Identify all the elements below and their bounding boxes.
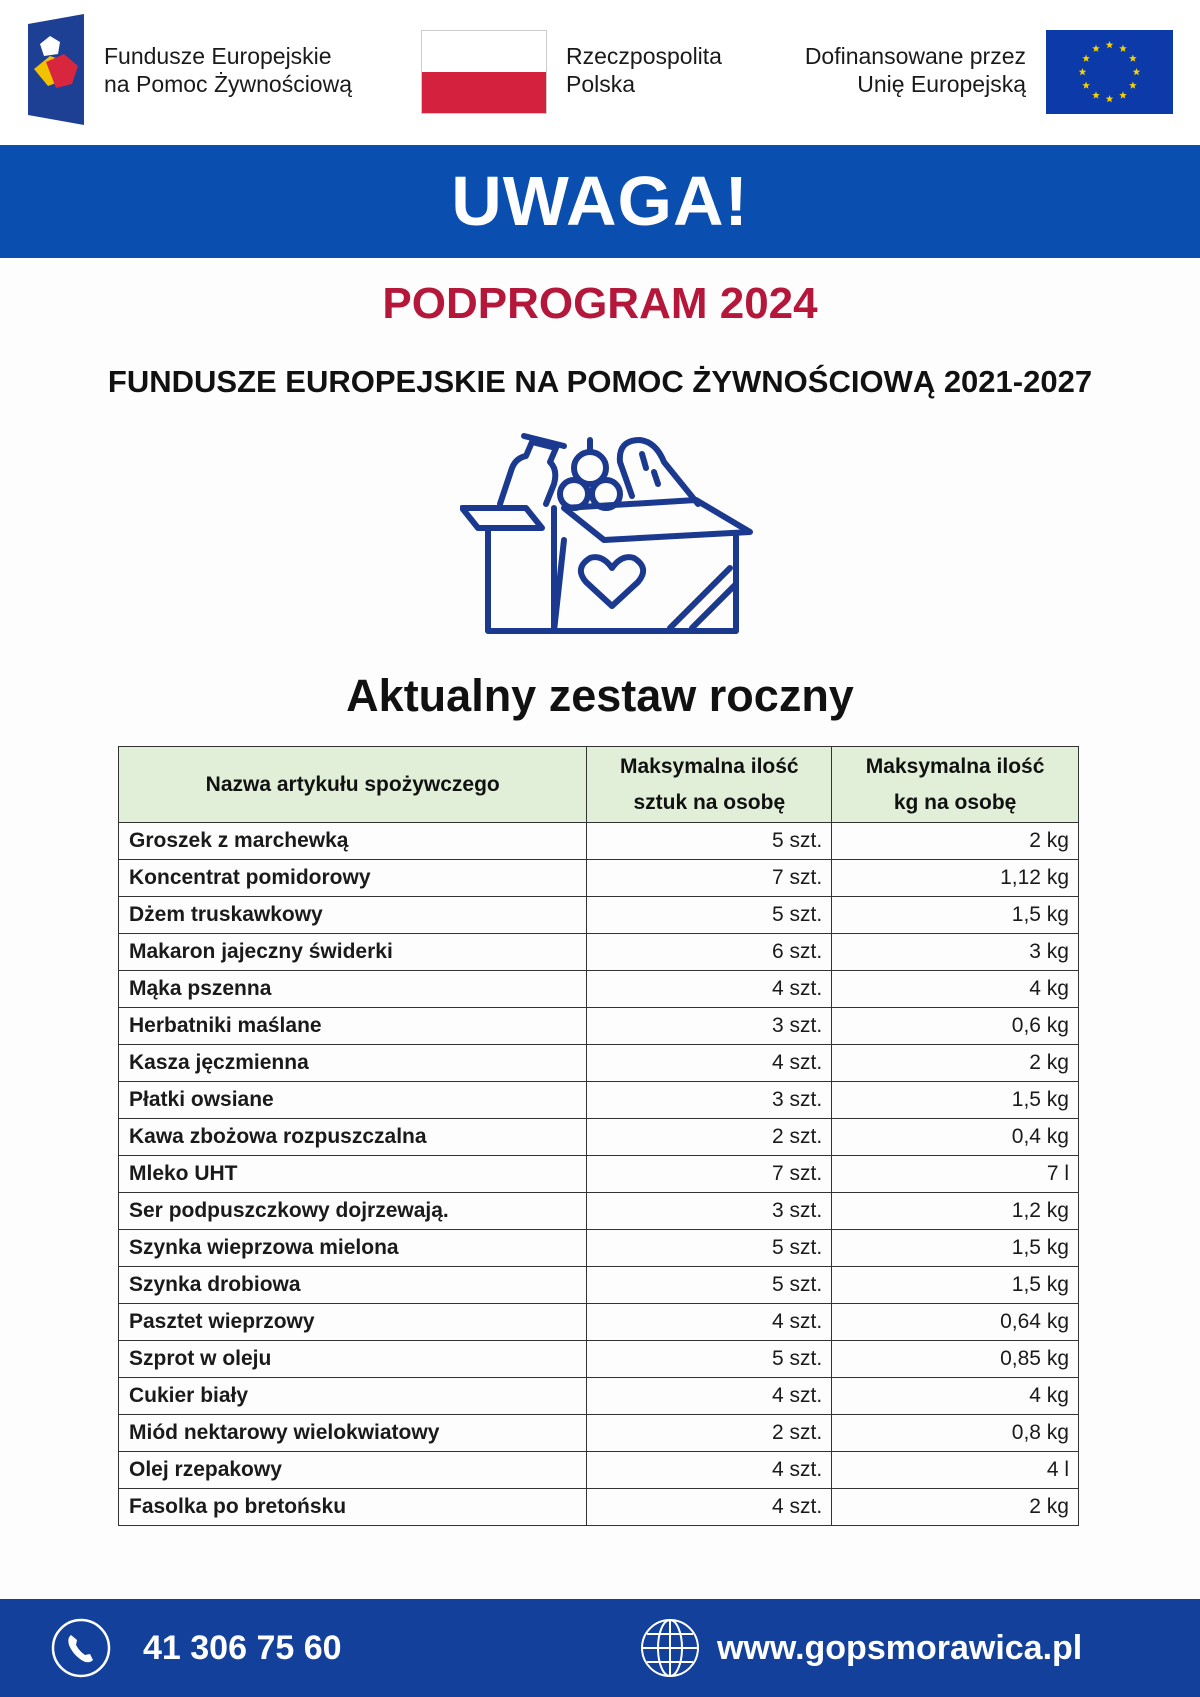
item-name: Pasztet wieprzowy: [119, 1304, 587, 1341]
item-qty: 4 szt.: [587, 1489, 832, 1526]
item-kg: 4 kg: [832, 1378, 1079, 1415]
phone-number[interactable]: 41 306 75 60: [143, 1629, 342, 1667]
item-qty: 3 szt.: [587, 1082, 832, 1119]
item-kg: 0,6 kg: [832, 1008, 1079, 1045]
table-row: [119, 1304, 1079, 1341]
set-title: Aktualny zestaw roczny: [346, 670, 854, 721]
item-kg: 1,5 kg: [832, 1082, 1079, 1119]
globe-icon: [640, 1618, 700, 1678]
rp-line1: Rzeczpospolita: [566, 43, 722, 69]
item-qty: 5 szt.: [587, 897, 832, 934]
table-row: [119, 1045, 1079, 1082]
item-name: Szprot w oleju: [119, 1341, 587, 1378]
header-qty: [587, 747, 832, 823]
table-row: [119, 1230, 1079, 1267]
item-kg: 2 kg: [832, 1045, 1079, 1082]
header-kg-line1: Maksymalna ilość: [865, 754, 1045, 778]
item-kg: 1,5 kg: [832, 1230, 1079, 1267]
item-name: Mąka pszenna: [119, 971, 587, 1008]
table-row: [119, 1341, 1079, 1378]
food-box-icon: [460, 428, 780, 638]
fe-logo-text: [104, 42, 352, 98]
item-kg: 7 l: [832, 1156, 1079, 1193]
item-name: Groszek z marchewką: [119, 823, 587, 860]
item-qty: 7 szt.: [587, 1156, 832, 1193]
header-kg: [832, 747, 1079, 823]
header-qty-line1: Maksymalna ilość: [620, 754, 799, 778]
item-qty: 4 szt.: [587, 971, 832, 1008]
food-items-table: [118, 746, 1079, 1526]
item-qty: 4 szt.: [587, 1304, 832, 1341]
item-kg: 2 kg: [832, 823, 1079, 860]
table-row: [119, 934, 1079, 971]
header-qty-line2: sztuk na osobę: [633, 790, 786, 814]
item-kg: 0,64 kg: [832, 1304, 1079, 1341]
eu-logo-text: [805, 42, 1026, 98]
item-qty: 5 szt.: [587, 823, 832, 860]
item-name: Dżem truskawkowy: [119, 897, 587, 934]
rp-line2: Polska: [566, 71, 636, 97]
item-kg: 0,8 kg: [832, 1415, 1079, 1452]
logos-header: [0, 0, 1200, 145]
table-row: [119, 1489, 1079, 1526]
header-kg-line2: kg na osobę: [893, 790, 1017, 814]
fund-heading: FUNDUSZE EUROPEJSKIE NA POMOC ŻYWNOŚCIOWĄ 2021-2027: [107, 364, 1093, 399]
table-row: [119, 1193, 1079, 1230]
item-kg: 0,4 kg: [832, 1119, 1079, 1156]
item-kg: 4 l: [832, 1452, 1079, 1489]
item-qty: 4 szt.: [587, 1045, 832, 1082]
item-qty: 5 szt.: [587, 1267, 832, 1304]
table-row: [119, 1378, 1079, 1415]
item-name: Koncentrat pomidorowy: [119, 860, 587, 897]
table-row: [119, 1415, 1079, 1452]
table-header-row: [119, 747, 1079, 823]
warning-banner: UWAGA!: [0, 145, 1200, 258]
item-kg: 1,12 kg: [832, 860, 1079, 897]
footer-bar: [0, 1599, 1200, 1697]
item-name: Kawa zbożowa rozpuszczalna: [119, 1119, 587, 1156]
item-name: Herbatniki maślane: [119, 1008, 587, 1045]
item-kg: 3 kg: [832, 934, 1079, 971]
table-row: [119, 1119, 1079, 1156]
rp-logo-text: [566, 42, 722, 98]
table-row: [119, 971, 1079, 1008]
table-row: [119, 1156, 1079, 1193]
table-row: [119, 1082, 1079, 1119]
table-row: [119, 1008, 1079, 1045]
phone-icon: [51, 1618, 111, 1678]
item-qty: 2 szt.: [587, 1415, 832, 1452]
item-qty: 5 szt.: [587, 1230, 832, 1267]
polish-flag-icon: [421, 30, 547, 114]
item-qty: 3 szt.: [587, 1008, 832, 1045]
item-kg: 1,5 kg: [832, 897, 1079, 934]
item-name: Szynka wieprzowa mielona: [119, 1230, 587, 1267]
table-row: [119, 1452, 1079, 1489]
item-qty: 4 szt.: [587, 1378, 832, 1415]
table-row: [119, 860, 1079, 897]
item-kg: 4 kg: [832, 971, 1079, 1008]
item-name: Szynka drobiowa: [119, 1267, 587, 1304]
item-qty: 7 szt.: [587, 860, 832, 897]
item-qty: 2 szt.: [587, 1119, 832, 1156]
fe-logo-icon: [28, 14, 84, 125]
item-name: Miód nektarowy wielokwiatowy: [119, 1415, 587, 1452]
program-heading: PODPROGRAM 2024: [382, 279, 818, 328]
table-row: [119, 1267, 1079, 1304]
item-qty: 5 szt.: [587, 1341, 832, 1378]
item-name: Olej rzepakowy: [119, 1452, 587, 1489]
table-row: [119, 897, 1079, 934]
table-row: [119, 823, 1079, 860]
eu-line1: Dofinansowane przez: [804, 43, 1026, 69]
item-name: Fasolka po bretońsku: [119, 1489, 587, 1526]
item-name: Kasza jęczmienna: [119, 1045, 587, 1082]
eu-line2: Unię Europejską: [857, 71, 1026, 97]
website-link[interactable]: www.gopsmorawica.pl: [717, 1629, 1083, 1667]
item-kg: 0,85 kg: [832, 1341, 1079, 1378]
item-kg: 2 kg: [832, 1489, 1079, 1526]
item-kg: 1,2 kg: [832, 1193, 1079, 1230]
eu-flag-icon: [1046, 30, 1173, 114]
item-name: Cukier biały: [119, 1378, 587, 1415]
item-qty: 3 szt.: [587, 1193, 832, 1230]
fe-logo-line2: na Pomoc Żywnościową: [104, 71, 352, 97]
item-qty: 6 szt.: [587, 934, 832, 971]
fe-logo-line1: Fundusze Europejskie: [104, 43, 332, 69]
item-name: Makaron jajeczny świderki: [119, 934, 587, 971]
item-name: Ser podpuszczkowy dojrzewają.: [119, 1193, 587, 1230]
item-name: Mleko UHT: [119, 1156, 587, 1193]
header-name: Nazwa artykułu spożywczego: [119, 747, 587, 823]
item-kg: 1,5 kg: [832, 1267, 1079, 1304]
item-qty: 4 szt.: [587, 1452, 832, 1489]
item-name: Płatki owsiane: [119, 1082, 587, 1119]
table-body: [119, 823, 1079, 1526]
